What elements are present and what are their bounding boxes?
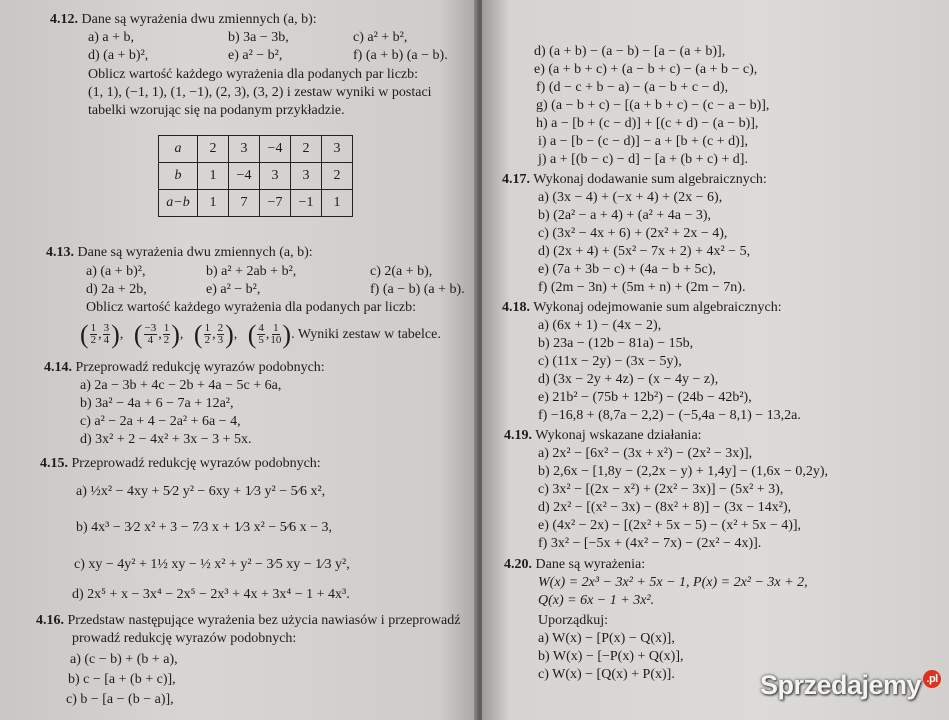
list-item: b) (2a² − a + 4) + (a² + 4a − 3),	[538, 208, 712, 223]
list-item: a) (c − b) + (b + a),	[70, 652, 178, 667]
exercise-4-20-header	[504, 557, 645, 573]
exercise-number: 4.18.	[502, 300, 530, 315]
list-item: f) −16,8 + (8,7a − 2,2) − (−5,4a − 8,1) − 13,2a.	[538, 408, 801, 423]
exercise-number: 4.14.	[44, 360, 72, 375]
item: a) (a + b)²,	[86, 264, 146, 279]
watermark-text: Sprzedajemy	[760, 670, 922, 700]
item: c) a² + b²,	[353, 30, 408, 45]
table-row	[159, 163, 353, 190]
item: b) a² + 2ab + b²,	[206, 264, 297, 279]
exercise-number: 4.17.	[502, 172, 530, 187]
list-item: b) W(x) − [−P(x) + Q(x)],	[538, 649, 684, 664]
exercise-4-14-header	[44, 360, 325, 376]
task-text: Oblicz wartość każdego wyrażenia dla podanych par liczb:	[86, 300, 417, 315]
example-table	[158, 135, 353, 217]
exercise-number: 4.13.	[46, 245, 74, 260]
list-item: a) 2x² − [6x² − (3x + x²) − (2x² − 3x)],	[538, 446, 753, 461]
list-item: d) 3x² + 2 − 4x² + 3x − 3 + 5x.	[80, 432, 252, 447]
exercise-number: 4.15.	[40, 456, 68, 471]
exercise-title: Dane są wyrażenia:	[535, 557, 646, 572]
exercise-title: prowadź redukcję wyrazów podobnych:	[72, 631, 297, 646]
list-item: c) W(x) − [Q(x) + P(x)].	[538, 667, 675, 682]
list-item: d) (2x + 4) + (5x² − 7x + 2) + 4x² − 5,	[538, 244, 751, 259]
exercise-title: Przeprowadź redukcję wyrazów podobnych:	[75, 360, 325, 375]
task-text: Oblicz wartość każdego wyrażenia dla podanych par liczb:	[88, 67, 419, 82]
table-cell: 3	[322, 136, 353, 163]
list-item: i) a − [b − (c − d)] − a + [b + (c + d)],	[538, 134, 748, 149]
exercise-4-12-header	[50, 12, 317, 28]
list-item: e) (a + b + c) + (a − b + c) − (a + b − c),	[534, 62, 758, 77]
list-item: f) (d − c + b − a) − (a − b + c − d),	[536, 80, 729, 95]
table-cell: 1	[198, 163, 229, 190]
table-cell: 3	[291, 163, 322, 190]
list-item: c) b − [a − (b − a)],	[66, 692, 174, 707]
list-item: c) a² − 2a + 4 − 2a² + 6a − 4,	[80, 414, 241, 429]
table-cell: −4	[260, 136, 291, 163]
task-text: tabelki wzorując się na podanym przykładzie.	[88, 103, 345, 118]
item: f) (a − b) (a + b).	[370, 282, 465, 297]
exercise-4-13-header	[46, 245, 313, 261]
item: a) a + b,	[88, 30, 134, 45]
list-item: a) 2a − 3b + 4c − 2b + 4a − 5c + 6a,	[80, 378, 282, 393]
table-cell: −4	[229, 163, 260, 190]
list-item: e) (7a + 3b − c) + (4a − b + 5c),	[538, 262, 716, 277]
list-item: a) W(x) − [P(x) − Q(x)],	[538, 631, 675, 646]
exercise-title: Wykonaj wskazane działania:	[535, 428, 702, 443]
table-cell: 3	[229, 136, 260, 163]
list-item: b) c − [a + (b + c)],	[68, 672, 176, 687]
exercise-title: Przeprowadź redukcję wyrazów podobnych:	[71, 456, 321, 471]
table-cell: 2	[198, 136, 229, 163]
exercise-title: Przedstaw następujące wyrażenia bez użycia nawiasów i przeprowadź	[67, 613, 461, 628]
watermark-logo	[760, 670, 941, 701]
table-cell: 2	[291, 136, 322, 163]
exercise-number: 4.19.	[504, 428, 532, 443]
list-item: e) 21b² − (75b + 12b²) − (24b − 42b²),	[538, 390, 752, 405]
exercise-number: 4.20.	[504, 557, 532, 572]
table-cell: 3	[260, 163, 291, 190]
item: e) a² − b²,	[206, 282, 261, 297]
item: e) a² − b²,	[228, 48, 283, 63]
item: d) (a + b)²,	[88, 48, 149, 63]
list-item: c) 3x² − [(2x − x²) + (2x² − 3x)] − (5x² + 3),	[538, 482, 784, 497]
table-cell: 7	[229, 190, 260, 217]
list-item: j) a + [(b − c) − d] − [a + (b + c) + d].	[538, 152, 748, 167]
list-item: g) (a − b + c) − [(a + b + c) − (c − a − b)],	[536, 98, 770, 113]
table-row	[159, 190, 353, 217]
table-cell: −1	[291, 190, 322, 217]
exercise-4-17-header	[502, 172, 767, 188]
list-item: b) 3a² − 4a + 6 − 7a + 12a²,	[80, 396, 234, 411]
item: d) 2a + 2b,	[86, 282, 147, 297]
list-item: a) (3x − 4) + (−x + 4) + (2x − 6),	[538, 190, 723, 205]
list-item: c) (3x² − 4x + 6) + (2x² + 2x − 4),	[538, 226, 728, 241]
item: b) 3a − 3b,	[228, 30, 289, 45]
definition-line: W(x) = 2x³ − 3x² + 5x − 1, P(x) = 2x² − 3x + 2,	[538, 575, 808, 590]
list-item: b) 4x³ − 3⁄2 x² + 3 − 7⁄3 x + 1⁄3 x² − 5⁄6 x − 3,	[76, 520, 332, 535]
item: f) (a + b) (a − b).	[353, 48, 448, 63]
table-cell: 2	[322, 163, 353, 190]
list-item: d) (3x − 2y + 4z) − (x − 4y − z),	[538, 372, 719, 387]
item: c) 2(a + b),	[370, 264, 433, 279]
list-item: h) a − [b + (c − d)] + [(c + d) − (a − b)],	[536, 116, 759, 131]
list-item: d) 2x² − [(x² − 3x) − (8x² + 8)] − (3x − 14x²),	[538, 500, 792, 515]
exercise-4-19-header	[504, 428, 702, 444]
exercise-number: 4.12.	[50, 12, 78, 27]
table-cell: a−b	[159, 190, 198, 217]
exercise-number: 4.16.	[36, 613, 64, 628]
exercise-4-15-header	[40, 456, 321, 472]
table-cell: 1	[322, 190, 353, 217]
watermark-badge: .pl	[923, 670, 941, 688]
list-item: f) 3x² − [−5x + (4x² − 7x) − (2x² − 4x)].	[538, 536, 762, 551]
list-item: a) (6x + 1) − (4x − 2),	[538, 318, 662, 333]
list-item: b) 23a − (12b − 81a) − 15b,	[538, 336, 694, 351]
exercise-title: Wykonaj dodawanie sum algebraicznych:	[533, 172, 767, 187]
exercise-title: Dane są wyrażenia dwu zmiennych (a, b):	[81, 12, 317, 27]
subtask-title: Uporządkuj:	[538, 613, 608, 628]
exercise-title: Wykonaj odejmowanie sum algebraicznych:	[533, 300, 782, 315]
list-item: e) (4x² − 2x) − [(2x² + 5x − 5) − (x² + 5x − 4)],	[538, 518, 802, 533]
table-cell: 1	[198, 190, 229, 217]
pairs-line: ( $\frac{1}{2}$ , $\frac{3}{4}$ ), ( $\frac{-3}{4}$ , $\frac{1}{2}$ ), ( $\frac{1}{2}$ , $\frac{2}{3}$ ), ( $\frac{4}{5}$ , $\frac{1}{10}$ ). Wyniki zestaw w tabelce.	[80, 319, 441, 349]
list-item: f) (2m − 3n) + (5m + n) + (2m − 7n).	[538, 280, 746, 295]
list-item: d) 2x⁵ + x − 3x⁴ − 2x⁵ − 2x³ + 4x + 3x⁴ − 1 + 4x³.	[72, 587, 350, 602]
list-item: a) ½x² − 4xy + 5⁄2 y² − 6xy + 1⁄3 y² − 5⁄6 x²,	[76, 484, 326, 499]
exercise-title: Dane są wyrażenia dwu zmiennych (a, b):	[77, 245, 313, 260]
table-cell: a	[159, 136, 198, 163]
definition-line: Q(x) = 6x − 1 + 3x².	[538, 593, 655, 608]
list-item: d) (a + b) − (a − b) − [a − (a + b)],	[534, 44, 726, 59]
list-item: c) xy − 4y² + 1½ xy − ½ x² + y² − 3⁄5 xy − 1⁄3 y²,	[74, 557, 350, 572]
exercise-4-18-header	[502, 300, 782, 316]
right-page	[482, 0, 949, 720]
task-text: (1, 1), (−1, 1), (1, −1), (2, 3), (3, 2) i zestaw wyniki w postaci	[88, 85, 432, 100]
table-cell: −7	[260, 190, 291, 217]
exercise-4-16-header	[36, 613, 460, 629]
table-cell: b	[159, 163, 198, 190]
result-text: . Wyniki zestaw w tabelce.	[291, 327, 441, 342]
list-item: c) (11x − 2y) − (3x − 5y),	[538, 354, 682, 369]
table-row	[159, 136, 353, 163]
list-item: b) 2,6x − [1,8y − (2,2x − y) + 1,4y] − (1,6x − 0,2y),	[538, 464, 829, 479]
